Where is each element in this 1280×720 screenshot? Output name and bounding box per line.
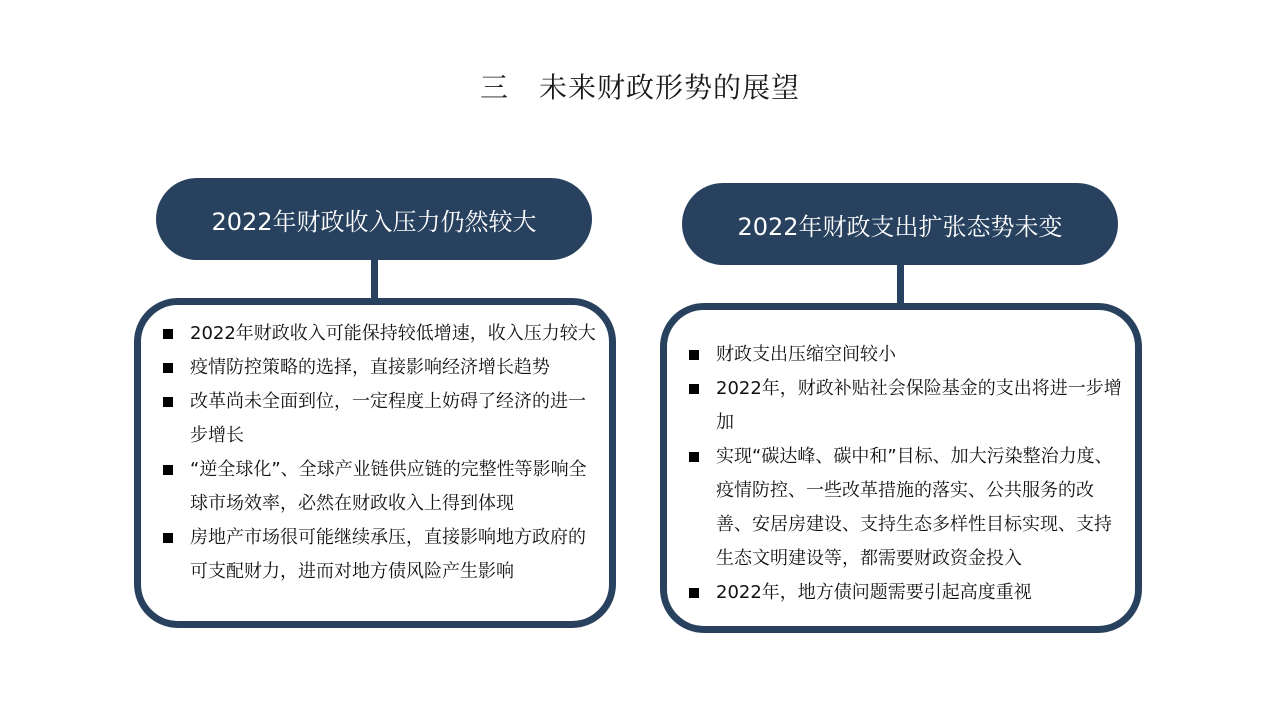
bullet-square-icon — [689, 384, 699, 394]
list-item-text: 改革尚未全面到位，一定程度上妨碍了经济的进一步增长 — [190, 391, 586, 446]
list-item-text: 房地产市场很可能继续承压，直接影响地方政府的可支配财力，进而对地方债风险产生影响 — [190, 527, 586, 582]
right-header-text: 2022年财政支出扩张态势未变 — [737, 212, 1063, 241]
list-item — [686, 440, 1126, 576]
bullet-square-icon — [163, 363, 173, 373]
list-item — [160, 351, 598, 385]
bullet-square-icon — [689, 452, 699, 462]
list-item — [160, 453, 598, 521]
list-item-text: 实现“碳达峰、碳中和”目标、加大污染整治力度、疫情防控、一些改革措施的落实、公共服务的改善、安居房建设、支持生态多样性目标实现、支持生态文明建设等，都需要财政资金投入 — [716, 446, 1113, 569]
right-header-pill — [682, 183, 1118, 265]
bullet-square-icon — [163, 397, 173, 407]
bullet-square-icon — [689, 588, 699, 598]
right-bullet-list — [686, 338, 1126, 610]
bullet-square-icon — [689, 350, 699, 360]
list-item-text: 2022年财政收入可能保持较低增速，收入压力较大 — [190, 323, 596, 344]
list-item — [160, 521, 598, 589]
bullet-square-icon — [163, 533, 173, 543]
list-item — [686, 372, 1126, 440]
left-header-pill — [156, 178, 592, 260]
list-item-text: 财政支出压缩空间较小 — [716, 344, 896, 365]
section-number: 三 — [479, 71, 509, 104]
bullet-square-icon — [163, 329, 173, 339]
list-item-text: 2022年，财政补贴社会保险基金的支出将进一步增加 — [716, 378, 1122, 433]
title-text: 未来财政形势的展望 — [539, 71, 801, 104]
list-item-text: 2022年，地方债问题需要引起高度重视 — [716, 582, 1032, 603]
bullet-square-icon — [163, 465, 173, 475]
list-item — [160, 317, 598, 351]
left-bullet-list — [160, 317, 598, 589]
list-item — [686, 576, 1126, 610]
list-item-text: “逆全球化”、全球产业链供应链的完整性等影响全球市场效率，必然在财政收入上得到体现 — [190, 459, 587, 514]
left-header-text: 2022年财政收入压力仍然较大 — [211, 207, 537, 236]
list-item — [160, 385, 598, 453]
slide-title — [0, 66, 1280, 106]
list-item — [686, 338, 1126, 372]
list-item-text: 疫情防控策略的选择，直接影响经济增长趋势 — [190, 357, 550, 378]
